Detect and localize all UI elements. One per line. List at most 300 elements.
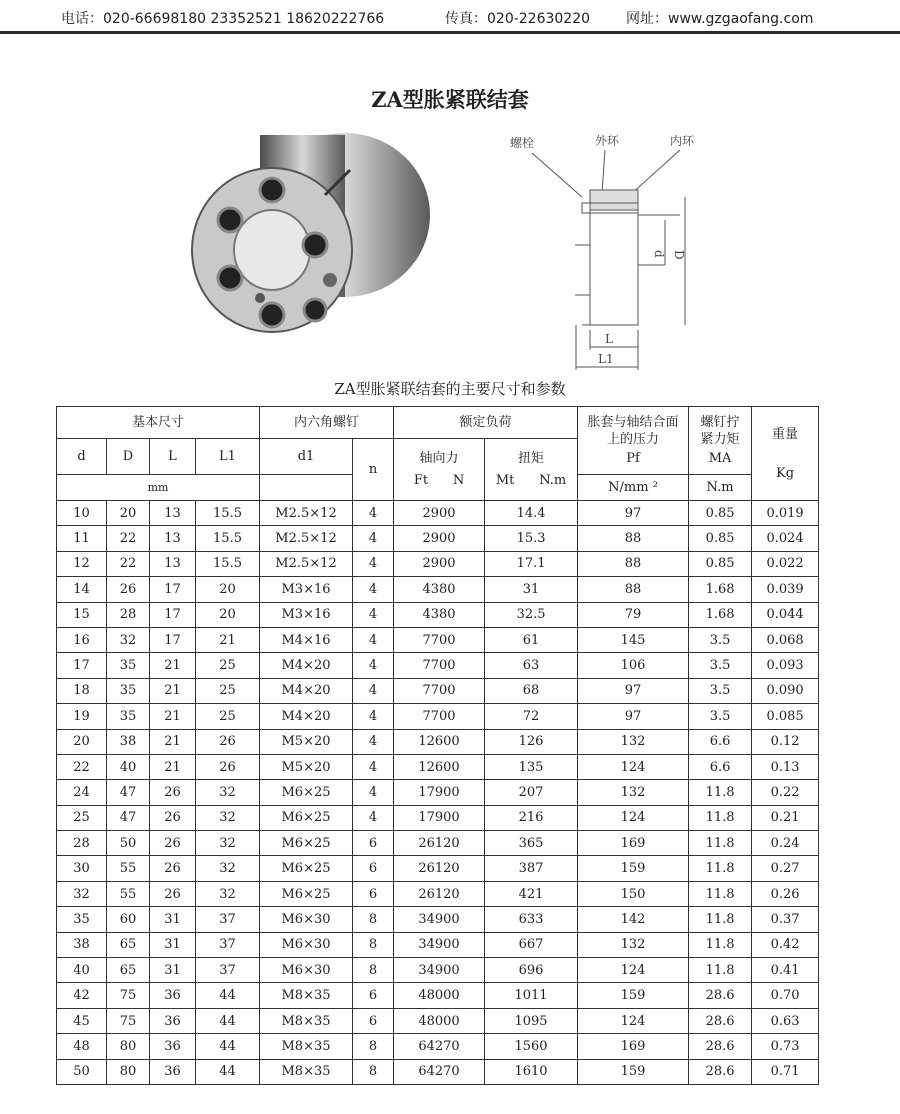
table-row — [57, 754, 819, 779]
label-bolt: 螺栓 — [510, 136, 535, 150]
cell-n: 4 — [353, 653, 394, 678]
cell-L: 36 — [150, 1059, 196, 1084]
cell-ma: 3.5 — [689, 627, 752, 652]
cell-kg: 0.13 — [752, 754, 819, 779]
label-L1: L1 — [598, 352, 614, 366]
cell-pf: 97 — [578, 678, 689, 703]
cell-ft: 12600 — [394, 754, 485, 779]
header-L: L — [150, 439, 196, 475]
cell-ma: 3.5 — [689, 678, 752, 703]
table-row — [57, 1008, 819, 1033]
cell-d1: M6×30 — [260, 958, 353, 983]
cell-pf: 97 — [578, 704, 689, 729]
cell-pf: 159 — [578, 983, 689, 1008]
cell-kg: 0.73 — [752, 1034, 819, 1059]
cell-d: 17 — [57, 653, 107, 678]
cell-D: 26 — [107, 577, 150, 602]
cell-L1: 44 — [196, 1034, 260, 1059]
cell-D: 75 — [107, 1008, 150, 1033]
cell-ft: 26120 — [394, 881, 485, 906]
header-hex-screw: 内六角螺钉 — [260, 407, 394, 439]
cell-L: 36 — [150, 1034, 196, 1059]
cell-d1: M8×35 — [260, 1008, 353, 1033]
cell-n: 4 — [353, 501, 394, 526]
cell-mt: 15.3 — [485, 526, 578, 551]
cell-d: 11 — [57, 526, 107, 551]
cell-L1: 25 — [196, 653, 260, 678]
cell-L1: 20 — [196, 577, 260, 602]
header-d1: d1 — [260, 439, 353, 475]
cell-L: 31 — [150, 932, 196, 957]
cell-D: 65 — [107, 932, 150, 957]
table-row — [57, 653, 819, 678]
cell-mt: 14.4 — [485, 501, 578, 526]
cell-D: 38 — [107, 729, 150, 754]
cell-mt: 1560 — [485, 1034, 578, 1059]
cell-L1: 32 — [196, 856, 260, 881]
cell-ma: 3.5 — [689, 653, 752, 678]
cell-d: 10 — [57, 501, 107, 526]
header-ft-unit: Ft N — [413, 473, 465, 488]
cell-L1: 37 — [196, 958, 260, 983]
cell-n: 4 — [353, 551, 394, 576]
product-photo — [190, 120, 450, 350]
cell-d1: M4×16 — [260, 627, 353, 652]
cell-D: 35 — [107, 653, 150, 678]
cell-pf: 124 — [578, 958, 689, 983]
cell-pf: 97 — [578, 501, 689, 526]
cell-d1: M8×35 — [260, 1059, 353, 1084]
cell-kg: 0.093 — [752, 653, 819, 678]
cell-D: 47 — [107, 805, 150, 830]
cell-ft: 2900 — [394, 551, 485, 576]
cell-n: 4 — [353, 704, 394, 729]
header-blank — [260, 475, 353, 501]
cell-n: 4 — [353, 627, 394, 652]
cell-L1: 37 — [196, 932, 260, 957]
cell-kg: 0.085 — [752, 704, 819, 729]
cross-section-diagram — [490, 125, 720, 375]
header-axial-group — [394, 439, 485, 501]
cell-kg: 0.022 — [752, 551, 819, 576]
cell-pf: 124 — [578, 754, 689, 779]
table-row — [57, 526, 819, 551]
cell-ma: 11.8 — [689, 780, 752, 805]
cell-L: 21 — [150, 678, 196, 703]
cell-L1: 26 — [196, 729, 260, 754]
fax-text: 传真：020-22630220 — [445, 11, 591, 27]
cell-D: 60 — [107, 907, 150, 932]
specs-table — [56, 406, 819, 1085]
cell-kg: 0.63 — [752, 1008, 819, 1033]
header-pressure: 胀套与轴结合面上的压力 — [587, 415, 679, 447]
header-torque: 扭矩 — [518, 451, 545, 466]
cell-ft: 7700 — [394, 704, 485, 729]
cell-d1: M4×20 — [260, 653, 353, 678]
table-row — [57, 831, 819, 856]
cell-mt: 365 — [485, 831, 578, 856]
cell-n: 4 — [353, 577, 394, 602]
cell-pf: 169 — [578, 831, 689, 856]
table-row — [57, 577, 819, 602]
cell-d: 20 — [57, 729, 107, 754]
cell-mt: 1610 — [485, 1059, 578, 1084]
cell-pf: 124 — [578, 805, 689, 830]
table-row — [57, 627, 819, 652]
cell-ma: 1.68 — [689, 602, 752, 627]
cell-ft: 4380 — [394, 577, 485, 602]
specs-table-body — [57, 501, 819, 1085]
cell-d: 15 — [57, 602, 107, 627]
header-torque-col-group — [485, 439, 578, 501]
cell-pf: 79 — [578, 602, 689, 627]
cell-kg: 0.41 — [752, 958, 819, 983]
table-row — [57, 551, 819, 576]
cell-d1: M3×16 — [260, 577, 353, 602]
cell-ma: 1.68 — [689, 577, 752, 602]
cell-ft: 26120 — [394, 856, 485, 881]
cell-L: 31 — [150, 958, 196, 983]
cell-d: 19 — [57, 704, 107, 729]
label-outer-ring: 外环 — [595, 134, 620, 148]
website-text: 网址：www.gzgaofang.com — [626, 11, 814, 27]
cell-d1: M3×16 — [260, 602, 353, 627]
cell-kg: 0.71 — [752, 1059, 819, 1084]
cell-d1: M6×25 — [260, 805, 353, 830]
cell-mt: 1095 — [485, 1008, 578, 1033]
cell-mt: 633 — [485, 907, 578, 932]
cell-L1: 25 — [196, 704, 260, 729]
cell-pf: 159 — [578, 1059, 689, 1084]
cell-mt: 387 — [485, 856, 578, 881]
cell-ft: 7700 — [394, 627, 485, 652]
cell-d: 16 — [57, 627, 107, 652]
cell-kg: 0.22 — [752, 780, 819, 805]
table-caption: ZA型胀紧联结套的主要尺寸和参数 — [334, 380, 566, 398]
cell-mt: 72 — [485, 704, 578, 729]
cell-L: 26 — [150, 831, 196, 856]
cell-pf: 132 — [578, 729, 689, 754]
cell-ft: 7700 — [394, 678, 485, 703]
cell-ft: 48000 — [394, 983, 485, 1008]
cell-L: 26 — [150, 856, 196, 881]
cell-d: 38 — [57, 932, 107, 957]
table-row — [57, 983, 819, 1008]
cell-L: 36 — [150, 983, 196, 1008]
cell-pf: 106 — [578, 653, 689, 678]
cell-ma: 0.85 — [689, 526, 752, 551]
label-inner-ring: 内环 — [670, 134, 695, 148]
cell-ft: 26120 — [394, 831, 485, 856]
header-ma-unit: N.m — [689, 475, 752, 501]
cell-L: 26 — [150, 881, 196, 906]
header-mt-unit: Mt N.m — [495, 473, 567, 488]
cell-mt: 63 — [485, 653, 578, 678]
cell-D: 55 — [107, 881, 150, 906]
cell-d1: M2.5×12 — [260, 526, 353, 551]
cell-D: 65 — [107, 958, 150, 983]
cell-ma: 11.8 — [689, 881, 752, 906]
cell-n: 8 — [353, 958, 394, 983]
table-row — [57, 602, 819, 627]
cell-L1: 32 — [196, 881, 260, 906]
cell-n: 6 — [353, 831, 394, 856]
table-row — [57, 1034, 819, 1059]
cell-d1: M6×25 — [260, 856, 353, 881]
cell-pf: 88 — [578, 551, 689, 576]
header-mm: mm — [57, 475, 260, 501]
cell-D: 35 — [107, 704, 150, 729]
table-row — [57, 907, 819, 932]
cell-d: 42 — [57, 983, 107, 1008]
cell-n: 8 — [353, 932, 394, 957]
header-kg: Kg — [776, 465, 795, 481]
cell-L: 13 — [150, 526, 196, 551]
cell-ft: 17900 — [394, 805, 485, 830]
cell-ma: 11.8 — [689, 856, 752, 881]
header-n: n — [353, 439, 394, 501]
header-torque-group — [689, 407, 752, 475]
header-weight: 重量 — [772, 426, 799, 442]
cell-L: 31 — [150, 907, 196, 932]
cell-D: 40 — [107, 754, 150, 779]
cell-d: 14 — [57, 577, 107, 602]
cell-ma: 11.8 — [689, 932, 752, 957]
header-torque-tight: 螺钉拧紧力矩 — [700, 415, 740, 447]
cell-L1: 15.5 — [196, 501, 260, 526]
cell-d: 12 — [57, 551, 107, 576]
label-d: d — [652, 250, 666, 258]
cell-L1: 26 — [196, 754, 260, 779]
cell-D: 22 — [107, 526, 150, 551]
cell-d1: M4×20 — [260, 678, 353, 703]
cell-mt: 135 — [485, 754, 578, 779]
table-row — [57, 958, 819, 983]
cell-kg: 0.090 — [752, 678, 819, 703]
cell-n: 6 — [353, 856, 394, 881]
cell-d: 25 — [57, 805, 107, 830]
cell-d: 30 — [57, 856, 107, 881]
cell-D: 80 — [107, 1034, 150, 1059]
cell-n: 8 — [353, 1059, 394, 1084]
contact-bar — [0, 0, 900, 34]
cell-pf: 159 — [578, 856, 689, 881]
cell-ft: 48000 — [394, 1008, 485, 1033]
cell-ma: 28.6 — [689, 983, 752, 1008]
cell-L1: 32 — [196, 805, 260, 830]
cell-n: 6 — [353, 1008, 394, 1033]
cell-L: 17 — [150, 602, 196, 627]
cell-d: 40 — [57, 958, 107, 983]
cell-kg: 0.70 — [752, 983, 819, 1008]
cell-pf: 150 — [578, 881, 689, 906]
cell-d1: M8×35 — [260, 983, 353, 1008]
cell-ft: 64270 — [394, 1059, 485, 1084]
cell-ft: 34900 — [394, 958, 485, 983]
cell-mt: 31 — [485, 577, 578, 602]
cell-mt: 421 — [485, 881, 578, 906]
cell-d1: M6×25 — [260, 780, 353, 805]
cell-D: 35 — [107, 678, 150, 703]
cell-ma: 11.8 — [689, 958, 752, 983]
cell-pf: 88 — [578, 577, 689, 602]
cell-mt: 216 — [485, 805, 578, 830]
cell-pf: 88 — [578, 526, 689, 551]
cell-D: 28 — [107, 602, 150, 627]
header-pressure-group — [578, 407, 689, 475]
header-L1: L1 — [196, 439, 260, 475]
cell-L: 21 — [150, 754, 196, 779]
cell-d1: M2.5×12 — [260, 501, 353, 526]
cell-n: 4 — [353, 729, 394, 754]
cell-kg: 0.27 — [752, 856, 819, 881]
cell-L: 17 — [150, 627, 196, 652]
cell-L1: 20 — [196, 602, 260, 627]
cell-mt: 696 — [485, 958, 578, 983]
cell-L: 36 — [150, 1008, 196, 1033]
cell-ma: 6.6 — [689, 729, 752, 754]
label-D: D — [672, 250, 686, 260]
cell-L1: 44 — [196, 1059, 260, 1084]
table-row — [57, 704, 819, 729]
cell-kg: 0.019 — [752, 501, 819, 526]
cell-D: 50 — [107, 831, 150, 856]
cell-d: 45 — [57, 1008, 107, 1033]
cell-kg: 0.024 — [752, 526, 819, 551]
cell-ma: 28.6 — [689, 1034, 752, 1059]
cell-mt: 61 — [485, 627, 578, 652]
cell-d1: M6×25 — [260, 831, 353, 856]
cell-mt: 32.5 — [485, 602, 578, 627]
table-row — [57, 678, 819, 703]
cell-ma: 11.8 — [689, 907, 752, 932]
cell-L: 21 — [150, 729, 196, 754]
cell-ft: 2900 — [394, 501, 485, 526]
table-row — [57, 780, 819, 805]
cell-n: 6 — [353, 983, 394, 1008]
table-row — [57, 856, 819, 881]
cell-ma: 11.8 — [689, 831, 752, 856]
cell-d1: M4×20 — [260, 704, 353, 729]
cell-kg: 0.26 — [752, 881, 819, 906]
cell-n: 4 — [353, 754, 394, 779]
cell-ft: 7700 — [394, 653, 485, 678]
cell-ma: 28.6 — [689, 1008, 752, 1033]
cell-L1: 37 — [196, 907, 260, 932]
phone-text: 电话：020-66698180 23352521 18620222766 — [61, 11, 385, 27]
cell-D: 55 — [107, 856, 150, 881]
cell-mt: 17.1 — [485, 551, 578, 576]
cell-kg: 0.21 — [752, 805, 819, 830]
cell-ft: 34900 — [394, 932, 485, 957]
cell-L: 26 — [150, 780, 196, 805]
cell-d1: M5×20 — [260, 729, 353, 754]
cell-ma: 6.6 — [689, 754, 752, 779]
cell-n: 4 — [353, 780, 394, 805]
cell-kg: 0.42 — [752, 932, 819, 957]
table-row — [57, 501, 819, 526]
cell-L: 17 — [150, 577, 196, 602]
cell-kg: 0.068 — [752, 627, 819, 652]
table-row — [57, 1059, 819, 1084]
cell-L1: 21 — [196, 627, 260, 652]
cell-ma: 0.85 — [689, 501, 752, 526]
cell-L: 13 — [150, 551, 196, 576]
cell-L1: 44 — [196, 983, 260, 1008]
cell-pf: 142 — [578, 907, 689, 932]
cell-d: 48 — [57, 1034, 107, 1059]
cell-L: 13 — [150, 501, 196, 526]
cell-d: 35 — [57, 907, 107, 932]
cell-L: 21 — [150, 653, 196, 678]
cell-n: 8 — [353, 907, 394, 932]
cell-ma: 0.85 — [689, 551, 752, 576]
cell-d: 22 — [57, 754, 107, 779]
cell-mt: 126 — [485, 729, 578, 754]
cell-pf: 124 — [578, 1008, 689, 1033]
page-title: ZA型胀紧联结套 — [371, 87, 529, 112]
cell-mt: 207 — [485, 780, 578, 805]
cell-ma: 28.6 — [689, 1059, 752, 1084]
header-D: D — [107, 439, 150, 475]
cell-ft: 17900 — [394, 780, 485, 805]
cell-ft: 64270 — [394, 1034, 485, 1059]
cell-ma: 3.5 — [689, 704, 752, 729]
header-ma: MA — [708, 451, 732, 466]
cell-d: 18 — [57, 678, 107, 703]
cell-ma: 11.8 — [689, 805, 752, 830]
cell-L: 26 — [150, 805, 196, 830]
cell-n: 4 — [353, 678, 394, 703]
cell-n: 8 — [353, 1034, 394, 1059]
cell-mt: 1011 — [485, 983, 578, 1008]
label-L: L — [605, 332, 613, 346]
cell-kg: 0.039 — [752, 577, 819, 602]
cell-d1: M6×30 — [260, 907, 353, 932]
header-rated-load: 额定负荷 — [394, 407, 578, 439]
cell-L1: 32 — [196, 780, 260, 805]
cell-d1: M8×35 — [260, 1034, 353, 1059]
cell-pf: 169 — [578, 1034, 689, 1059]
header-pf-unit: N/mm ² — [578, 475, 689, 501]
cell-d: 24 — [57, 780, 107, 805]
cell-kg: 0.24 — [752, 831, 819, 856]
cell-kg: 0.12 — [752, 729, 819, 754]
cell-ft: 4380 — [394, 602, 485, 627]
header-pf: Pf — [626, 451, 640, 466]
cell-n: 6 — [353, 881, 394, 906]
cell-D: 47 — [107, 780, 150, 805]
cell-L: 21 — [150, 704, 196, 729]
cell-D: 75 — [107, 983, 150, 1008]
table-row — [57, 881, 819, 906]
cell-L1: 32 — [196, 831, 260, 856]
cell-d1: M2.5×12 — [260, 551, 353, 576]
cell-n: 4 — [353, 526, 394, 551]
cell-d1: M5×20 — [260, 754, 353, 779]
cell-d: 28 — [57, 831, 107, 856]
cell-D: 32 — [107, 627, 150, 652]
cell-d: 32 — [57, 881, 107, 906]
cell-pf: 132 — [578, 780, 689, 805]
cell-D: 22 — [107, 551, 150, 576]
cell-L1: 15.5 — [196, 551, 260, 576]
cell-mt: 667 — [485, 932, 578, 957]
cell-D: 20 — [107, 501, 150, 526]
cell-ft: 12600 — [394, 729, 485, 754]
header-basic-size: 基本尺寸 — [57, 407, 260, 439]
table-row — [57, 729, 819, 754]
